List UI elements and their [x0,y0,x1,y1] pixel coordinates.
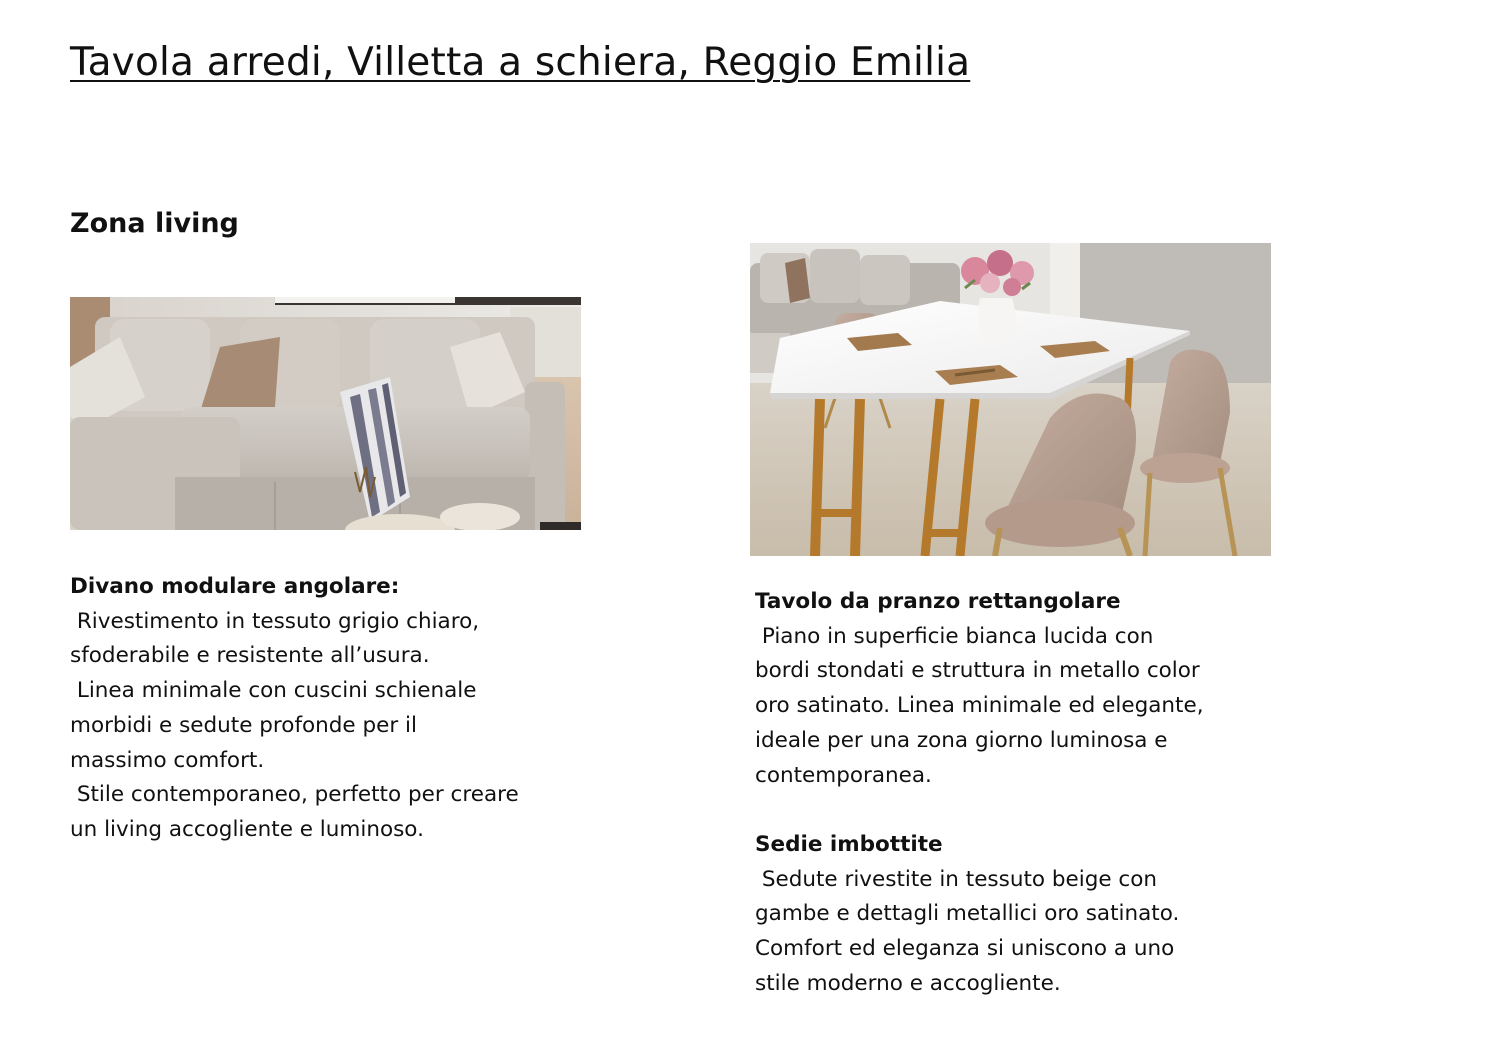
table-line: Piano in superficie bianca lucida con [755,623,1154,649]
table-line: ideale per una zona giorno luminosa e [755,727,1168,753]
sofa-line: morbidi e sedute profonde per il [70,712,417,738]
chairs-line: gambe e dettagli metallici oro satinato. [755,901,1180,927]
sofa-line: sfoderabile e resistente all’usura. [70,643,430,669]
table-line: contemporanea. [755,762,932,788]
sofa-heading: Divano modulare angolare: [70,574,400,599]
chairs-line: Sedute rivestite in tessuto beige con [755,866,1158,892]
table-line: oro satinato. Linea minimale ed elegante, [755,693,1204,719]
sofa-line: massimo comfort. [70,747,265,773]
dining-description [755,585,1295,1001]
sofa-line: un living accogliente e luminoso. [70,816,424,842]
chairs-line: stile moderno e accogliente. [755,970,1061,996]
chairs-heading: Sedie imbottite [755,831,943,857]
section-title-zona-living: Zona living [70,208,239,239]
sofa-line: Stile contemporaneo, perfetto per creare [70,782,519,808]
sofa-description [70,570,610,848]
chairs-line: Comfort ed eleganza si uniscono a uno [755,936,1175,962]
sofa-line: Linea minimale con cuscini schienale [70,678,477,704]
dining-table-photo [750,243,1271,556]
table-line: bordi stondati e struttura in metallo color [755,658,1200,684]
page-title: Tavola arredi, Villetta a schiera, Reggio Emilia [70,40,971,85]
table-heading: Tavolo da pranzo rettangolare [755,589,1121,614]
sofa-photo [70,297,581,530]
sofa-line: Rivestimento in tessuto grigio chiaro, [70,608,480,634]
paragraph-gap [755,793,1295,828]
